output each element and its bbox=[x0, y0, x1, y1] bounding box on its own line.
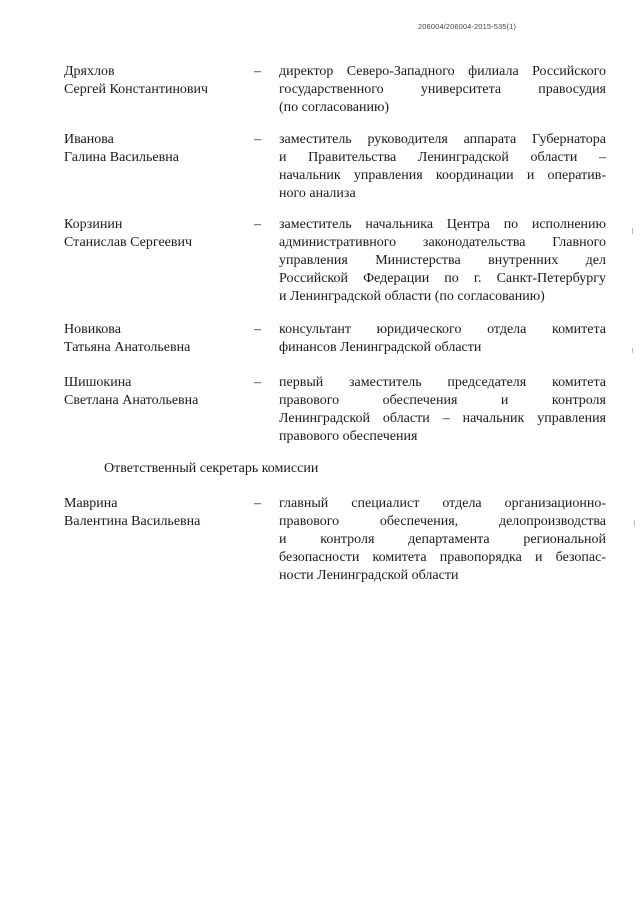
role-line: главный специалист отдела организационно- bbox=[279, 496, 606, 511]
role-line: финансов Ленинградской области bbox=[279, 340, 482, 355]
scan-artifact bbox=[632, 228, 633, 234]
member-given-names: Светлана Анатольевна bbox=[64, 393, 199, 408]
member-surname: Шишокина bbox=[64, 375, 132, 390]
member-surname: Дряхлов bbox=[64, 64, 115, 79]
member-given-names: Галина Васильевна bbox=[64, 150, 179, 165]
role-line: консультант юридического отдела комитета bbox=[279, 322, 606, 337]
document-reference-id: 206004/206004-2015-535(1) bbox=[418, 22, 516, 31]
member-name bbox=[64, 131, 254, 167]
member-role bbox=[279, 321, 606, 357]
member-given-names: Сергей Константинович bbox=[64, 82, 209, 97]
member-given-names: Станислав Сергеевич bbox=[64, 235, 193, 250]
role-line: заместитель начальника Центра по исполнению bbox=[279, 217, 606, 232]
role-line: директор Северо-Западного филиала Российского bbox=[279, 64, 606, 79]
role-line: административного законодательства Главного bbox=[279, 235, 606, 250]
member-name bbox=[64, 495, 254, 531]
secretary-heading: Ответственный секретарь комиссии bbox=[104, 461, 319, 476]
scan-artifact bbox=[634, 520, 635, 526]
role-line: заместитель руководителя аппарата Губернатора bbox=[279, 132, 606, 147]
member-name bbox=[64, 374, 254, 410]
role-line: правового обеспечения, делопроизводства bbox=[279, 514, 606, 529]
scan-artifact bbox=[632, 348, 633, 353]
member-role bbox=[279, 374, 606, 446]
role-line: начальник управления координации и оператив- bbox=[279, 168, 606, 183]
member-given-names: Татьяна Анатольевна bbox=[64, 340, 191, 355]
role-line: правового обеспечения bbox=[279, 429, 418, 444]
role-line: и Правительства Ленинградской области – bbox=[279, 150, 606, 165]
role-line: первый заместитель председателя комитета bbox=[279, 375, 606, 390]
dash-separator: – bbox=[254, 375, 261, 390]
member-name bbox=[64, 216, 254, 252]
role-line: Российской Федерации по г. Санкт-Петербургу bbox=[279, 271, 606, 286]
role-line: безопасности комитета правопорядка и безопас- bbox=[279, 550, 606, 565]
role-line: (по согласованию) bbox=[279, 100, 390, 115]
member-surname: Новикова bbox=[64, 322, 121, 337]
dash-separator: – bbox=[254, 132, 261, 147]
role-line: и Ленинградской области (по согласованию) bbox=[279, 289, 545, 304]
member-name bbox=[64, 63, 254, 99]
member-given-names: Валентина Васильевна bbox=[64, 514, 201, 529]
role-line: и контроля департамента региональной bbox=[279, 532, 606, 547]
member-role bbox=[279, 495, 606, 585]
member-name bbox=[64, 321, 254, 357]
role-line: управления Министерства внутренних дел bbox=[279, 253, 606, 268]
role-line: Ленинградской области – начальник управления bbox=[279, 411, 606, 426]
member-role bbox=[279, 216, 606, 306]
role-line: правового обеспечения и контроля bbox=[279, 393, 606, 408]
member-surname: Маврина bbox=[64, 496, 118, 511]
member-role bbox=[279, 131, 606, 203]
role-line: ности Ленинградской области bbox=[279, 568, 459, 583]
member-surname: Корзинин bbox=[64, 217, 123, 232]
role-line: государственного университета правосудия bbox=[279, 82, 606, 97]
role-line: ного анализа bbox=[279, 186, 356, 201]
dash-separator: – bbox=[254, 64, 261, 79]
dash-separator: – bbox=[254, 217, 261, 232]
dash-separator: – bbox=[254, 322, 261, 337]
dash-separator: – bbox=[254, 496, 261, 511]
member-role bbox=[279, 63, 606, 117]
member-surname: Иванова bbox=[64, 132, 114, 147]
